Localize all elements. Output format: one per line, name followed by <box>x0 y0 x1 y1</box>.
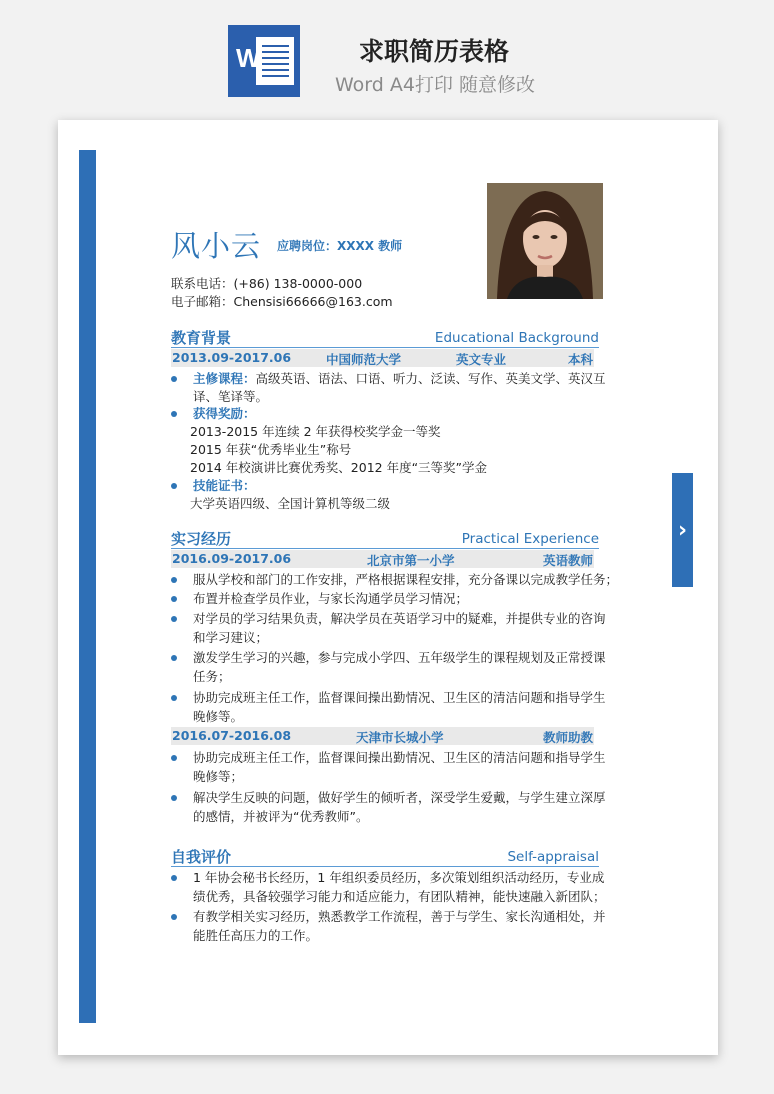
education-degree: 本科 <box>568 352 594 367</box>
job-duty-cont: 的感情，并被评为“优秀教师”。 <box>193 809 369 824</box>
self-item: 有教学相关实习经历，熟悉教学工作流程，善于与学生、家长沟通相处，并 <box>193 909 606 924</box>
phone-number: 联系电话：(+86) 138-0000-000 <box>171 276 363 291</box>
bullet-icon <box>171 596 177 602</box>
education-title-en: Educational Background <box>434 330 599 346</box>
left-accent-bar <box>79 150 96 1023</box>
bullet-icon <box>171 655 177 661</box>
award-item: 2013-2015 年连续 2 年获得校奖学金一等奖 <box>190 424 441 439</box>
job-row <box>171 727 594 745</box>
email-address: 电子邮箱：Chensisi66666@163.com <box>171 294 393 309</box>
document-icon <box>256 37 294 85</box>
job-period: 2016.07-2016.08 <box>172 728 292 743</box>
education-title: 教育背景 <box>171 329 232 347</box>
practice-title-en: Practical Experience <box>461 531 599 547</box>
practice-title: 实习经历 <box>171 530 232 548</box>
job-duty: 协助完成班主任工作，监督课间操出勤情况、卫生区的清洁问题和指导学生 <box>193 750 606 765</box>
job-duty-cont: 任务； <box>193 669 231 684</box>
word-icon <box>228 25 300 97</box>
candidate-name: 风小云 <box>171 229 262 263</box>
education-school: 中国师范大学 <box>326 352 402 367</box>
awards-label: 获得奖励： <box>193 406 256 421</box>
job-duty: 对学员的学习结果负责，解决学员在英语学习中的疑难，并提供专业的咨询 <box>193 611 606 626</box>
job-duty: 解决学生反映的问题，做好学生的倾听者，深受学生爱戴，与学生建立深厚 <box>193 790 606 805</box>
job-duty: 协助完成班主任工作，监督课间操出勤情况、卫生区的清洁问题和指导学生 <box>193 690 606 705</box>
education-period: 2013.09-2017.06 <box>172 350 292 365</box>
applied-position: 应聘岗位：XXXX 教师 <box>277 239 403 253</box>
skills-label: 技能证书： <box>193 478 256 493</box>
self-item: 1 年协会秘书长经历，1 年组织委员经历，多次策划组织活动经历，专业成 <box>193 870 605 885</box>
banner-subtitle: Word A4打印 随意修改 <box>334 74 535 96</box>
bullet-icon <box>171 616 177 622</box>
courses-label: 主修课程： <box>193 371 256 386</box>
self-header <box>171 846 599 867</box>
job-duty: 布置并检查学员作业，与家长沟通学员学习情况； <box>193 591 469 606</box>
self-title: 自我评价 <box>171 848 232 866</box>
banner-title: 求职简历表格 <box>358 37 509 66</box>
courses-line <box>193 369 606 387</box>
bullet-icon <box>171 376 177 382</box>
education-major: 英文专业 <box>456 352 507 367</box>
bullet-icon <box>171 483 177 489</box>
practice-header <box>171 528 599 549</box>
bullet-icon <box>171 695 177 701</box>
job-organization: 天津市长城小学 <box>356 730 444 745</box>
profile-photo <box>487 183 603 299</box>
job-duty: 激发学生学习的兴趣，参与完成小学四、五年级学生的课程规划及正常授课 <box>193 650 606 665</box>
skills-text: 大学英语四级、全国计算机等级二级 <box>190 496 391 511</box>
education-header <box>171 327 599 348</box>
courses-text-cont: 译、笔译等。 <box>193 389 269 404</box>
bullet-icon <box>171 914 177 920</box>
job-duty-cont: 晚修等。 <box>193 709 244 724</box>
job-period: 2016.09-2017.06 <box>172 551 292 566</box>
job-row <box>171 550 594 568</box>
award-item: 2015 年获“优秀毕业生”称号 <box>190 442 352 457</box>
bullet-icon <box>171 577 177 583</box>
job-duty: 服从学校和部门的工作安排，严格根据课程安排，充分备课以完成教学任务； <box>193 572 619 587</box>
courses-text: 高级英语、语法、口语、听力、泛读、写作、英美文学、英汉互 <box>255 371 606 386</box>
bullet-icon <box>171 875 177 881</box>
award-item: 2014 年校演讲比赛优秀奖、2012 年度“三等奖”学金 <box>190 460 488 475</box>
bullet-icon <box>171 795 177 801</box>
bullet-icon <box>171 755 177 761</box>
banner <box>0 0 774 118</box>
education-row <box>171 349 594 367</box>
bullet-icon <box>171 411 177 417</box>
next-page-button[interactable]: › <box>672 473 693 587</box>
word-icon-letter: W <box>236 43 261 73</box>
self-item-cont: 能胜任高压力的工作。 <box>193 928 319 943</box>
job-organization: 北京市第一小学 <box>367 553 455 568</box>
job-role: 英语教师 <box>543 553 594 568</box>
self-item-cont: 绩优秀，具备较强学习能力和适应能力，有团队精神，能快速融入新团队； <box>193 889 606 904</box>
resume-page <box>58 120 718 1055</box>
job-role: 教师助教 <box>543 730 594 745</box>
self-title-en: Self-appraisal <box>507 849 599 865</box>
job-duty-cont: 和学习建议； <box>193 630 269 645</box>
job-duty-cont: 晚修等； <box>193 769 244 784</box>
